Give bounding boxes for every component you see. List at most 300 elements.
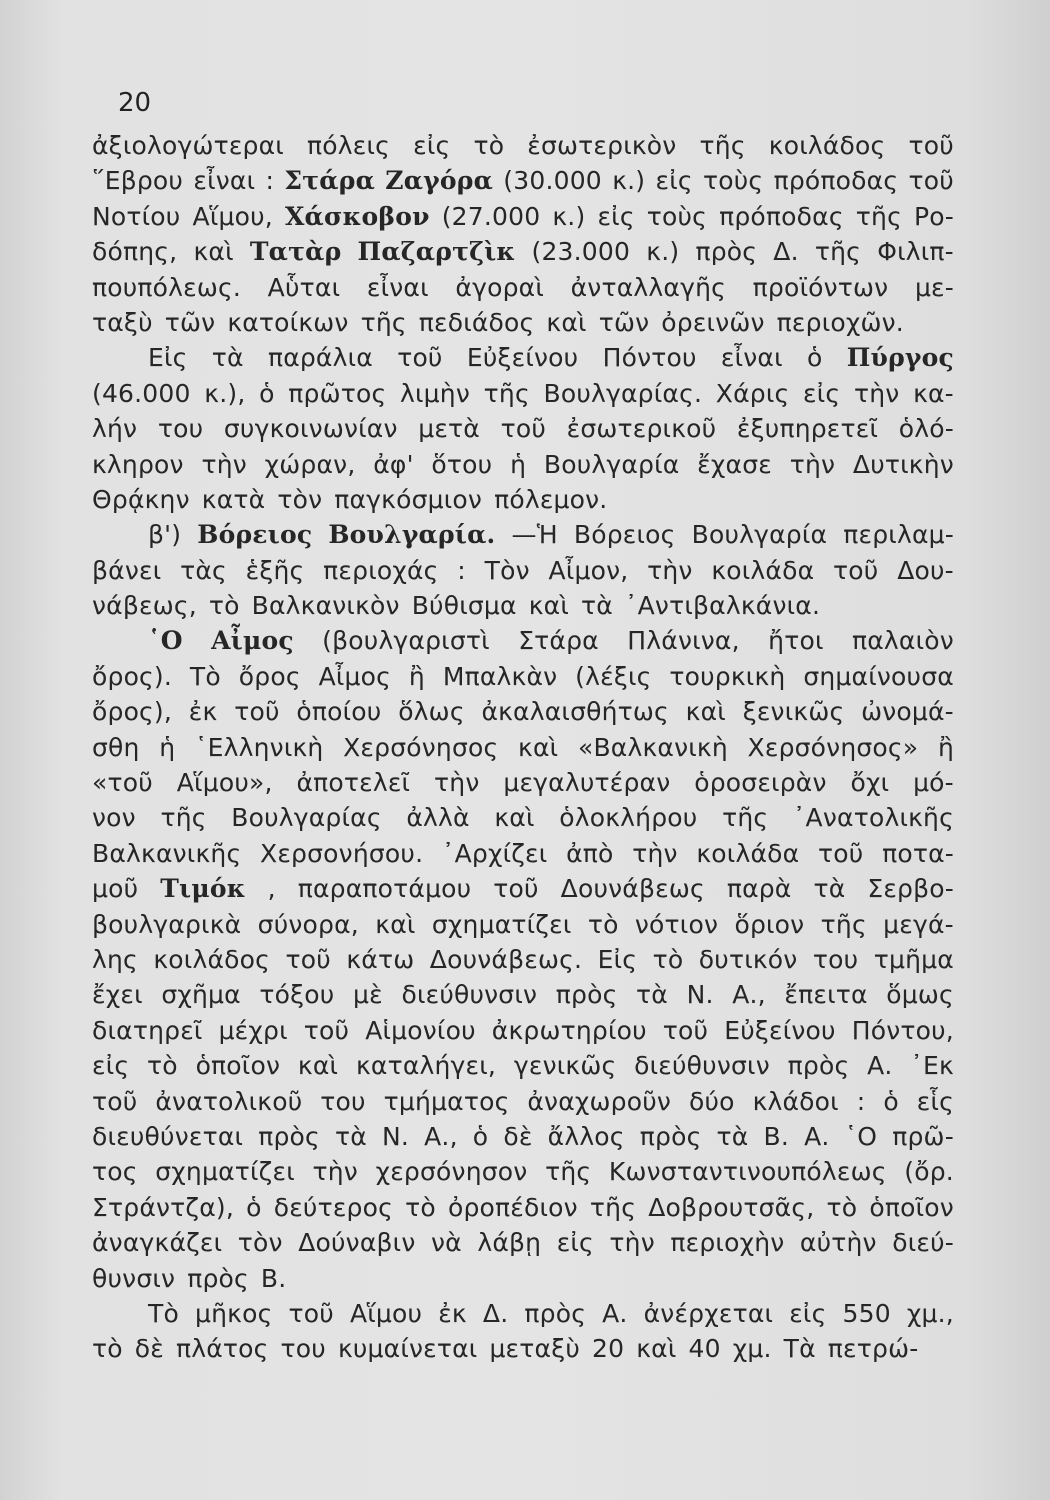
word: κλάδοι: [752, 1086, 839, 1116]
word: τμήματος: [383, 1086, 510, 1116]
word: ἀκρωτηρίου: [491, 1015, 647, 1045]
word: τοῦ: [285, 944, 331, 974]
text-line: [92, 270, 954, 305]
word: (βουλγαριστὶ: [322, 626, 490, 656]
word: πόλεις: [307, 131, 391, 160]
word: καὶ: [546, 307, 587, 337]
word: Βουλγαρία: [691, 520, 828, 550]
word: πρῶ-: [892, 1121, 954, 1151]
text-line: [92, 1154, 954, 1189]
word: τὸ: [587, 909, 619, 939]
word: πρὸς: [695, 237, 758, 267]
word: τὴν: [647, 555, 693, 585]
bold-word: Στάρα: [284, 166, 376, 196]
word: μεγά-: [883, 909, 954, 939]
word: ὁποίου: [296, 697, 382, 727]
word: χμ.,: [906, 1298, 954, 1328]
bold-word: Χάσκοβον: [284, 201, 430, 231]
word: καὶ: [494, 803, 535, 833]
word: τῆς: [820, 909, 867, 939]
word: τὴν: [632, 838, 678, 868]
word: ἤτοι: [768, 626, 824, 656]
word: μό-: [913, 768, 954, 798]
word: Α.,: [424, 1121, 458, 1151]
word: Βουλγαρίας: [231, 803, 382, 833]
word: ἔχει: [92, 980, 143, 1010]
word: τὸ: [826, 1192, 858, 1222]
word: παλαιὸν: [852, 626, 954, 656]
word: ἀποτελεῖ: [296, 768, 411, 798]
word: χμ.: [732, 1334, 772, 1364]
word: νάβεως,: [92, 591, 197, 621]
word: περιοχὴν: [670, 1228, 785, 1258]
word: (23.000: [531, 237, 631, 267]
word: καταλήγει,: [355, 1051, 497, 1081]
word: Βαλκανικὸν: [251, 591, 400, 621]
word: Κωνσταντινουπόλεως: [608, 1157, 887, 1187]
text-line: [92, 1048, 954, 1083]
text-line: [92, 1013, 954, 1048]
word: (30.000: [503, 166, 602, 196]
word: τὸ: [652, 944, 684, 974]
word: :: [457, 555, 466, 585]
word: Μπαλκὰν: [442, 661, 558, 691]
word: ᾿Αντιβαλκάνια.: [624, 591, 821, 621]
word: Α.,: [732, 980, 766, 1010]
text-line: [92, 588, 954, 623]
word: ἡ: [510, 449, 527, 479]
word: πόλεμον.: [494, 484, 608, 514]
word: ἀνατολικοῦ: [155, 1086, 303, 1116]
word: τῆς: [699, 131, 746, 160]
paragraph: [92, 1296, 954, 1367]
word: καὶ: [297, 1051, 339, 1081]
word: ὁ: [246, 1192, 262, 1222]
word: τὰ: [580, 591, 613, 621]
word: τὸ: [92, 1334, 123, 1364]
word: ὀροπέδιον: [447, 1192, 578, 1222]
word: κ.): [646, 237, 680, 267]
word: Χερσόνησος: [343, 732, 499, 762]
word: Δου-: [897, 555, 954, 585]
word: κοιλάδα: [696, 838, 800, 868]
word: διευθύνεται: [92, 1121, 244, 1151]
word: τῶν: [598, 307, 650, 337]
text-line: [92, 694, 954, 729]
word: ἔπειτα: [784, 980, 868, 1010]
word: τὰς: [180, 555, 227, 585]
word: παγκόσμιον: [334, 484, 483, 514]
text-line: [92, 163, 954, 198]
word: καὶ: [685, 697, 726, 727]
word: Αὗται: [267, 272, 341, 302]
word: τὰ: [636, 980, 668, 1010]
word: «τοῦ: [92, 768, 153, 798]
word: τὸ: [147, 1051, 178, 1081]
word: εἶναι: [366, 272, 429, 302]
word: Βόρειος: [573, 520, 676, 550]
bold-word: Βουλγαρία.: [328, 520, 496, 550]
word: Πόντου,: [851, 1015, 954, 1045]
word: τῆς: [814, 237, 862, 267]
word: ἐσωτερικοῦ: [566, 414, 717, 444]
word: ὅτου: [431, 449, 493, 479]
word: τοῦ: [234, 697, 280, 727]
text-line: [92, 907, 954, 942]
word: ἀλλὰ: [406, 803, 470, 833]
word: ὄχι: [850, 768, 890, 798]
word: Νοτίου: [92, 201, 181, 231]
word: ᾿Εκ: [910, 1051, 954, 1081]
word: Τὸ: [148, 1298, 179, 1328]
word: Εἰς: [597, 944, 638, 974]
word: του: [320, 1086, 366, 1116]
word: Τὸ: [189, 661, 221, 691]
word: θυνσιν: [92, 1263, 176, 1293]
word: Δοβρουτσᾶς,: [648, 1192, 815, 1222]
word: ἔχασε: [697, 449, 772, 479]
word: δὲ: [134, 1334, 164, 1364]
page-number: 20: [118, 88, 152, 118]
word: κατοίκων: [227, 307, 349, 337]
word: ἐξυπηρετεῖ: [736, 414, 879, 444]
word: τοὺς: [646, 201, 708, 231]
word: ἀκαλαισθήτως: [481, 697, 669, 727]
word: Αἵμου,: [192, 201, 273, 231]
word: τοῦ: [92, 1086, 138, 1116]
bold-word: ῾Ο: [148, 626, 183, 656]
word: Α.: [867, 1051, 893, 1081]
word: τὴν: [434, 768, 480, 798]
word: Πλάνινα,: [627, 626, 740, 656]
word: ὄρος),: [92, 697, 173, 727]
word: ῞Εβρου: [92, 166, 184, 196]
word: (27.000: [441, 201, 541, 231]
word: τὴν: [853, 378, 900, 408]
word: κα-: [913, 378, 954, 408]
word: (λέξις: [575, 661, 652, 691]
word: ὁλό-: [898, 414, 954, 444]
word: τῶν: [164, 307, 216, 337]
word: ἀνέρχεται: [643, 1298, 774, 1328]
word: περιοχάς: [323, 555, 439, 585]
word: ῾Ο: [844, 1121, 878, 1151]
word: σημαίνουσα: [803, 661, 954, 691]
word: τὴν: [201, 449, 247, 479]
word: κατὰ: [201, 484, 266, 514]
word: ἢ: [408, 661, 425, 691]
word: ξενικῶς: [742, 697, 845, 727]
word: βουλγαρικὰ: [92, 909, 242, 939]
word: διεύ-: [892, 1228, 954, 1258]
word: παρὰ: [726, 874, 792, 904]
text-line: [92, 1261, 954, 1296]
word: καὶ: [375, 909, 416, 939]
word: δυτικόν: [698, 944, 798, 974]
word: κοιλάδος: [768, 131, 886, 160]
word: τὸ: [405, 1192, 436, 1222]
text-line: [92, 1331, 954, 1366]
word: μεγαλυτέραν: [503, 768, 671, 798]
word: Αἱμονίου: [365, 1015, 476, 1045]
text-line: [92, 447, 954, 482]
text-line: [92, 1296, 954, 1331]
word: ἡ: [159, 732, 176, 762]
bold-word: Τατὰρ: [249, 237, 342, 267]
word: εἰς: [655, 166, 693, 196]
word: ἀναχωροῦν: [527, 1086, 672, 1116]
word: καὶ: [518, 732, 559, 762]
word: πετρώ-: [827, 1334, 919, 1364]
word: (46.000: [92, 378, 191, 408]
word: εἰς: [597, 201, 635, 231]
word: κοιλάδος: [153, 944, 271, 974]
word: του: [812, 944, 859, 974]
word: ἢ: [937, 732, 954, 762]
word: ὁποῖον: [195, 1051, 281, 1081]
word: τὸ: [208, 591, 240, 621]
word: πρὸς: [258, 1121, 320, 1151]
word: β'): [148, 520, 182, 550]
word: σχῆμα: [161, 980, 241, 1010]
word: λης: [92, 944, 138, 974]
word: Δουνάβεως: [560, 874, 705, 904]
word: λιμὴν: [400, 378, 471, 408]
word: ἐκ: [188, 697, 218, 727]
bold-word: Παζαρτζὶκ: [357, 237, 516, 267]
text-line: [92, 977, 954, 1012]
word: Εὐξείνου: [466, 343, 579, 373]
text-line: [92, 199, 954, 234]
word: εἰς: [803, 378, 841, 408]
word: του: [157, 414, 204, 444]
word: συγκοινωνίαν: [223, 414, 398, 444]
word: του: [280, 1334, 326, 1364]
word: λήν: [92, 414, 138, 444]
bold-word: Βόρειος: [197, 520, 313, 550]
word: τος: [92, 1157, 138, 1187]
word: τὸν: [237, 1228, 283, 1258]
word: τοῦ: [817, 838, 864, 868]
text-line: [92, 517, 954, 552]
word: τὴν: [312, 1157, 358, 1187]
word: ὁ: [807, 343, 823, 373]
word: Β.: [763, 1121, 790, 1151]
paragraph: [92, 623, 954, 1295]
word: περιοχῶν.: [776, 307, 904, 337]
text-line: [92, 340, 954, 375]
word: χώραν,: [264, 449, 356, 479]
word: τὴν: [609, 1228, 655, 1258]
word: τὸν: [277, 484, 323, 514]
word: «Βαλκανικὴ: [577, 732, 728, 762]
paragraph: [92, 128, 954, 340]
word: τὴν: [789, 449, 836, 479]
word: δεύτερος: [273, 1192, 393, 1222]
word: εἷς: [916, 1086, 954, 1116]
text-line: [92, 1084, 954, 1119]
word: εἶναι: [720, 343, 783, 373]
word: πρὸς: [187, 1263, 249, 1293]
word: Βύθισμα: [411, 591, 517, 621]
text-line: [92, 765, 954, 800]
word: ὅλως: [398, 697, 465, 727]
word: 40: [688, 1334, 721, 1364]
word: ὁλοκλήρου: [559, 803, 698, 833]
word: σθη: [92, 732, 140, 762]
word: τοὺς: [703, 166, 764, 196]
word: πρόποδας: [773, 166, 899, 196]
word: μεταξὺ: [489, 1334, 581, 1364]
word: τοῦ: [288, 1298, 334, 1328]
word: :: [265, 166, 275, 196]
word: ὁποῖον: [869, 1192, 954, 1222]
word: Πόντου: [602, 343, 697, 373]
word: :: [856, 1086, 866, 1116]
bold-word: Αἶμος: [211, 626, 294, 656]
word: ἀξιολογώτεραι: [92, 131, 284, 160]
word: Στάρα: [518, 626, 599, 656]
word: δὲ: [503, 1121, 533, 1151]
word: ἀπὸ: [566, 838, 614, 868]
word: νότιον: [634, 909, 719, 939]
bold-word: Πύργος: [846, 343, 954, 373]
word: τουρκικὴ: [669, 661, 786, 691]
bold-word: Τιμόκ: [160, 874, 246, 904]
word: Χερσόνησος»: [747, 732, 919, 762]
word: καὶ: [528, 591, 569, 621]
word: λάβῃ: [477, 1228, 542, 1258]
word: Θρᾴκην: [92, 484, 190, 514]
word: ᾿Ανατολικῆς: [792, 803, 954, 833]
text-line: [92, 730, 954, 765]
word: κ.),: [204, 378, 246, 408]
word: τῆς: [360, 307, 407, 337]
word: κάτω: [346, 944, 415, 974]
word: τοῦ: [662, 1015, 709, 1045]
word: Αἵμου: [349, 1298, 423, 1328]
word: ὁροσειρὰν: [694, 768, 827, 798]
word: μέχρι: [218, 1015, 288, 1045]
word: τοῦ: [303, 1015, 350, 1045]
word: τοῦ: [493, 874, 539, 904]
text-line: [92, 234, 954, 269]
word: κοιλάδα: [711, 555, 815, 585]
text-line: [92, 871, 954, 906]
word: εἰς: [556, 1228, 594, 1258]
word: πρὸς: [787, 1051, 850, 1081]
word: ὅμως: [886, 980, 954, 1010]
word: ᾿Αρχίζει: [441, 838, 548, 868]
word: πεδιάδος: [418, 307, 535, 337]
text-line: [92, 659, 954, 694]
word: σχηματίζει: [155, 1157, 295, 1187]
word: Δουνάβεως.: [429, 944, 583, 974]
word: πρῶτος: [288, 378, 387, 408]
word: ὅριον: [734, 909, 805, 939]
word: δόπης,: [92, 237, 178, 267]
word: ἀγοραὶ: [455, 272, 544, 302]
word: μοῦ: [92, 874, 139, 904]
word: γενικῶς: [513, 1051, 617, 1081]
word: τὰ: [716, 1121, 749, 1151]
word: Χάρις: [715, 378, 790, 408]
text-line: [92, 1190, 954, 1225]
word: Αἵμου»,: [176, 768, 273, 798]
word: Δ.: [482, 1298, 509, 1328]
word: Φιλιπ-: [877, 237, 954, 267]
word: τῆς: [855, 201, 902, 231]
word: τὰ: [813, 874, 846, 904]
paragraph: [92, 517, 954, 623]
word: 550: [842, 1298, 891, 1328]
text-line: [92, 305, 954, 340]
word: —Ἡ: [511, 520, 558, 550]
word: προϊόντων: [752, 272, 889, 302]
text-line: [92, 1119, 954, 1154]
word: πλάτος: [175, 1334, 269, 1364]
word: σύνορα,: [257, 909, 359, 939]
word: ἄλλος: [547, 1121, 625, 1151]
word: Δ.: [773, 237, 799, 267]
bold-word: Ζαγόρα: [385, 166, 494, 196]
word: ἀναγκάζει: [92, 1228, 223, 1258]
word: πρὸς: [639, 1121, 702, 1151]
text-line: [92, 1225, 954, 1260]
word: νὰ: [430, 1228, 462, 1258]
word: περιλαμ-: [843, 520, 954, 550]
word: διεύθυνσιν: [634, 1051, 770, 1081]
word: Εἰς: [148, 343, 188, 373]
word: Χερσονήσου.: [260, 838, 424, 868]
word: ὄρος: [238, 661, 301, 691]
word: ὁ: [883, 1086, 899, 1116]
word: ὀρεινῶν: [661, 307, 765, 337]
word: ταξὺ: [92, 307, 153, 337]
word: ἀνταλλαγῆς: [570, 272, 726, 302]
word: τῆς: [589, 1192, 637, 1222]
word: ἐκ: [438, 1298, 467, 1328]
word: Α.: [804, 1121, 830, 1151]
word: Β.: [260, 1263, 287, 1293]
word: πουπόλεως.: [92, 272, 242, 302]
word: διατηρεῖ: [92, 1015, 203, 1045]
word: Α.: [602, 1298, 628, 1328]
word: τοῦ: [833, 555, 879, 585]
word: Στράντζα),: [92, 1192, 234, 1222]
word: ὄρος).: [92, 661, 173, 691]
word: Ρο-: [914, 201, 954, 231]
word: (ὄρ.: [904, 1157, 954, 1187]
word: ἑξῆς: [245, 555, 305, 585]
word: Σερβο-: [867, 874, 954, 904]
word: εἰς: [789, 1298, 827, 1328]
word: Ν.: [686, 980, 714, 1010]
word: ῾Ελληνικὴ: [194, 732, 324, 762]
text-line: [92, 376, 954, 411]
word: τῆς: [545, 1157, 592, 1187]
word: εἰς: [92, 1051, 130, 1081]
word: ὠνομά-: [861, 697, 954, 727]
word: τὰ: [335, 1121, 367, 1151]
word: Τὸν: [484, 555, 530, 585]
word: Δούναβιν: [298, 1228, 416, 1258]
text-line: [92, 836, 954, 871]
word: κυμαίνεται: [337, 1334, 478, 1364]
word: με-: [914, 272, 954, 302]
word: δύο: [689, 1086, 735, 1116]
word: παράλια: [267, 343, 373, 373]
